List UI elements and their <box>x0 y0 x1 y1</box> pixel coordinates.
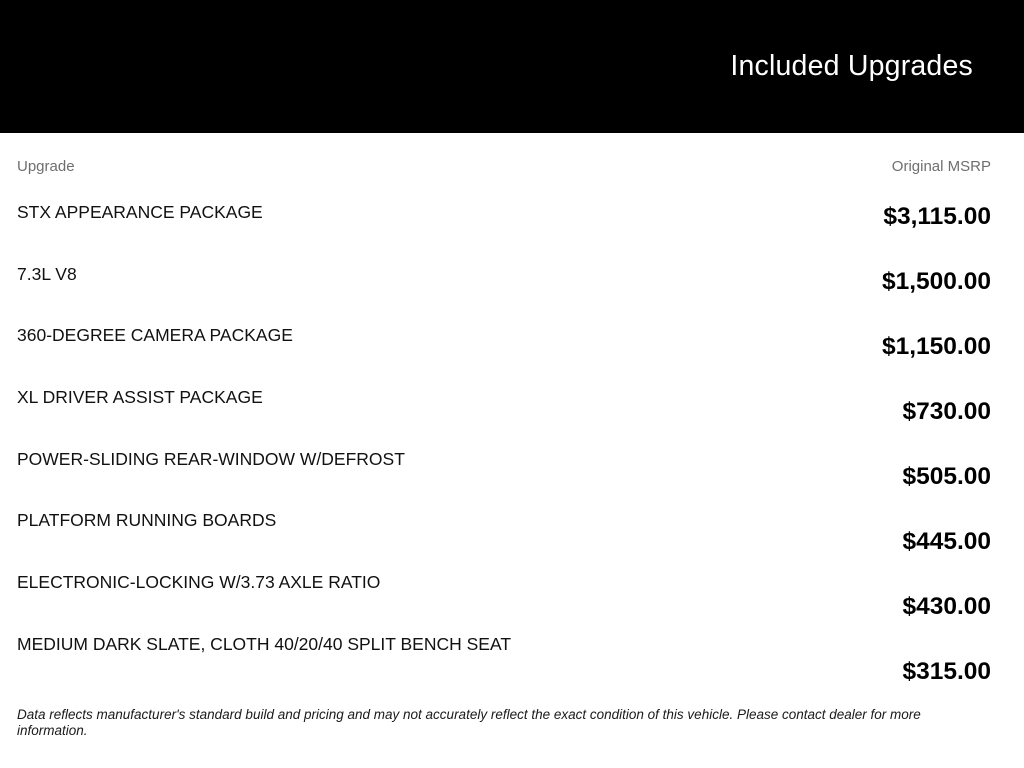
upgrade-name: XL DRIVER ASSIST PACKAGE <box>17 387 263 408</box>
column-header-original-msrp: Original MSRP <box>891 158 991 175</box>
pricing-disclaimer: Data reflects manufacturer's standard build and pricing and may not accurately reflect the exact condition of this vehicle. Please contact dealer for more information. <box>17 707 921 738</box>
upgrades-table <box>17 184 991 704</box>
upgrade-price: $1,500.00 <box>882 267 991 295</box>
upgrade-price: $1,150.00 <box>882 332 991 360</box>
table-column-headers <box>17 158 991 175</box>
upgrade-name: PLATFORM RUNNING BOARDS <box>17 510 277 531</box>
upgrade-price: $730.00 <box>902 397 991 425</box>
upgrade-name: 7.3L V8 <box>17 263 77 284</box>
upgrade-names-column <box>17 184 562 704</box>
upgrade-name: ELECTRONIC-LOCKING W/3.73 AXLE RATIO <box>17 572 381 593</box>
upgrade-name: POWER-SLIDING REAR-WINDOW W/DEFROST <box>17 448 405 469</box>
upgrade-price: $3,115.00 <box>883 202 991 230</box>
upgrade-price: $505.00 <box>902 462 991 490</box>
upgrade-name: STX APPEARANCE PACKAGE <box>17 202 263 222</box>
upgrade-name: 360-DEGREE CAMERA PACKAGE <box>17 325 293 346</box>
upgrade-price: $430.00 <box>902 592 991 620</box>
upgrade-price: $445.00 <box>902 527 991 555</box>
upgrade-price: $315.00 <box>902 657 991 685</box>
column-header-upgrade: Upgrade <box>17 158 75 175</box>
page-header <box>0 0 1024 133</box>
upgrade-prices-column <box>562 184 991 704</box>
upgrade-name: MEDIUM DARK SLATE, CLOTH 40/20/40 SPLIT BENCH SEAT <box>17 633 512 654</box>
upgrades-content <box>0 158 1024 739</box>
page-title: Included Upgrades <box>730 50 973 82</box>
